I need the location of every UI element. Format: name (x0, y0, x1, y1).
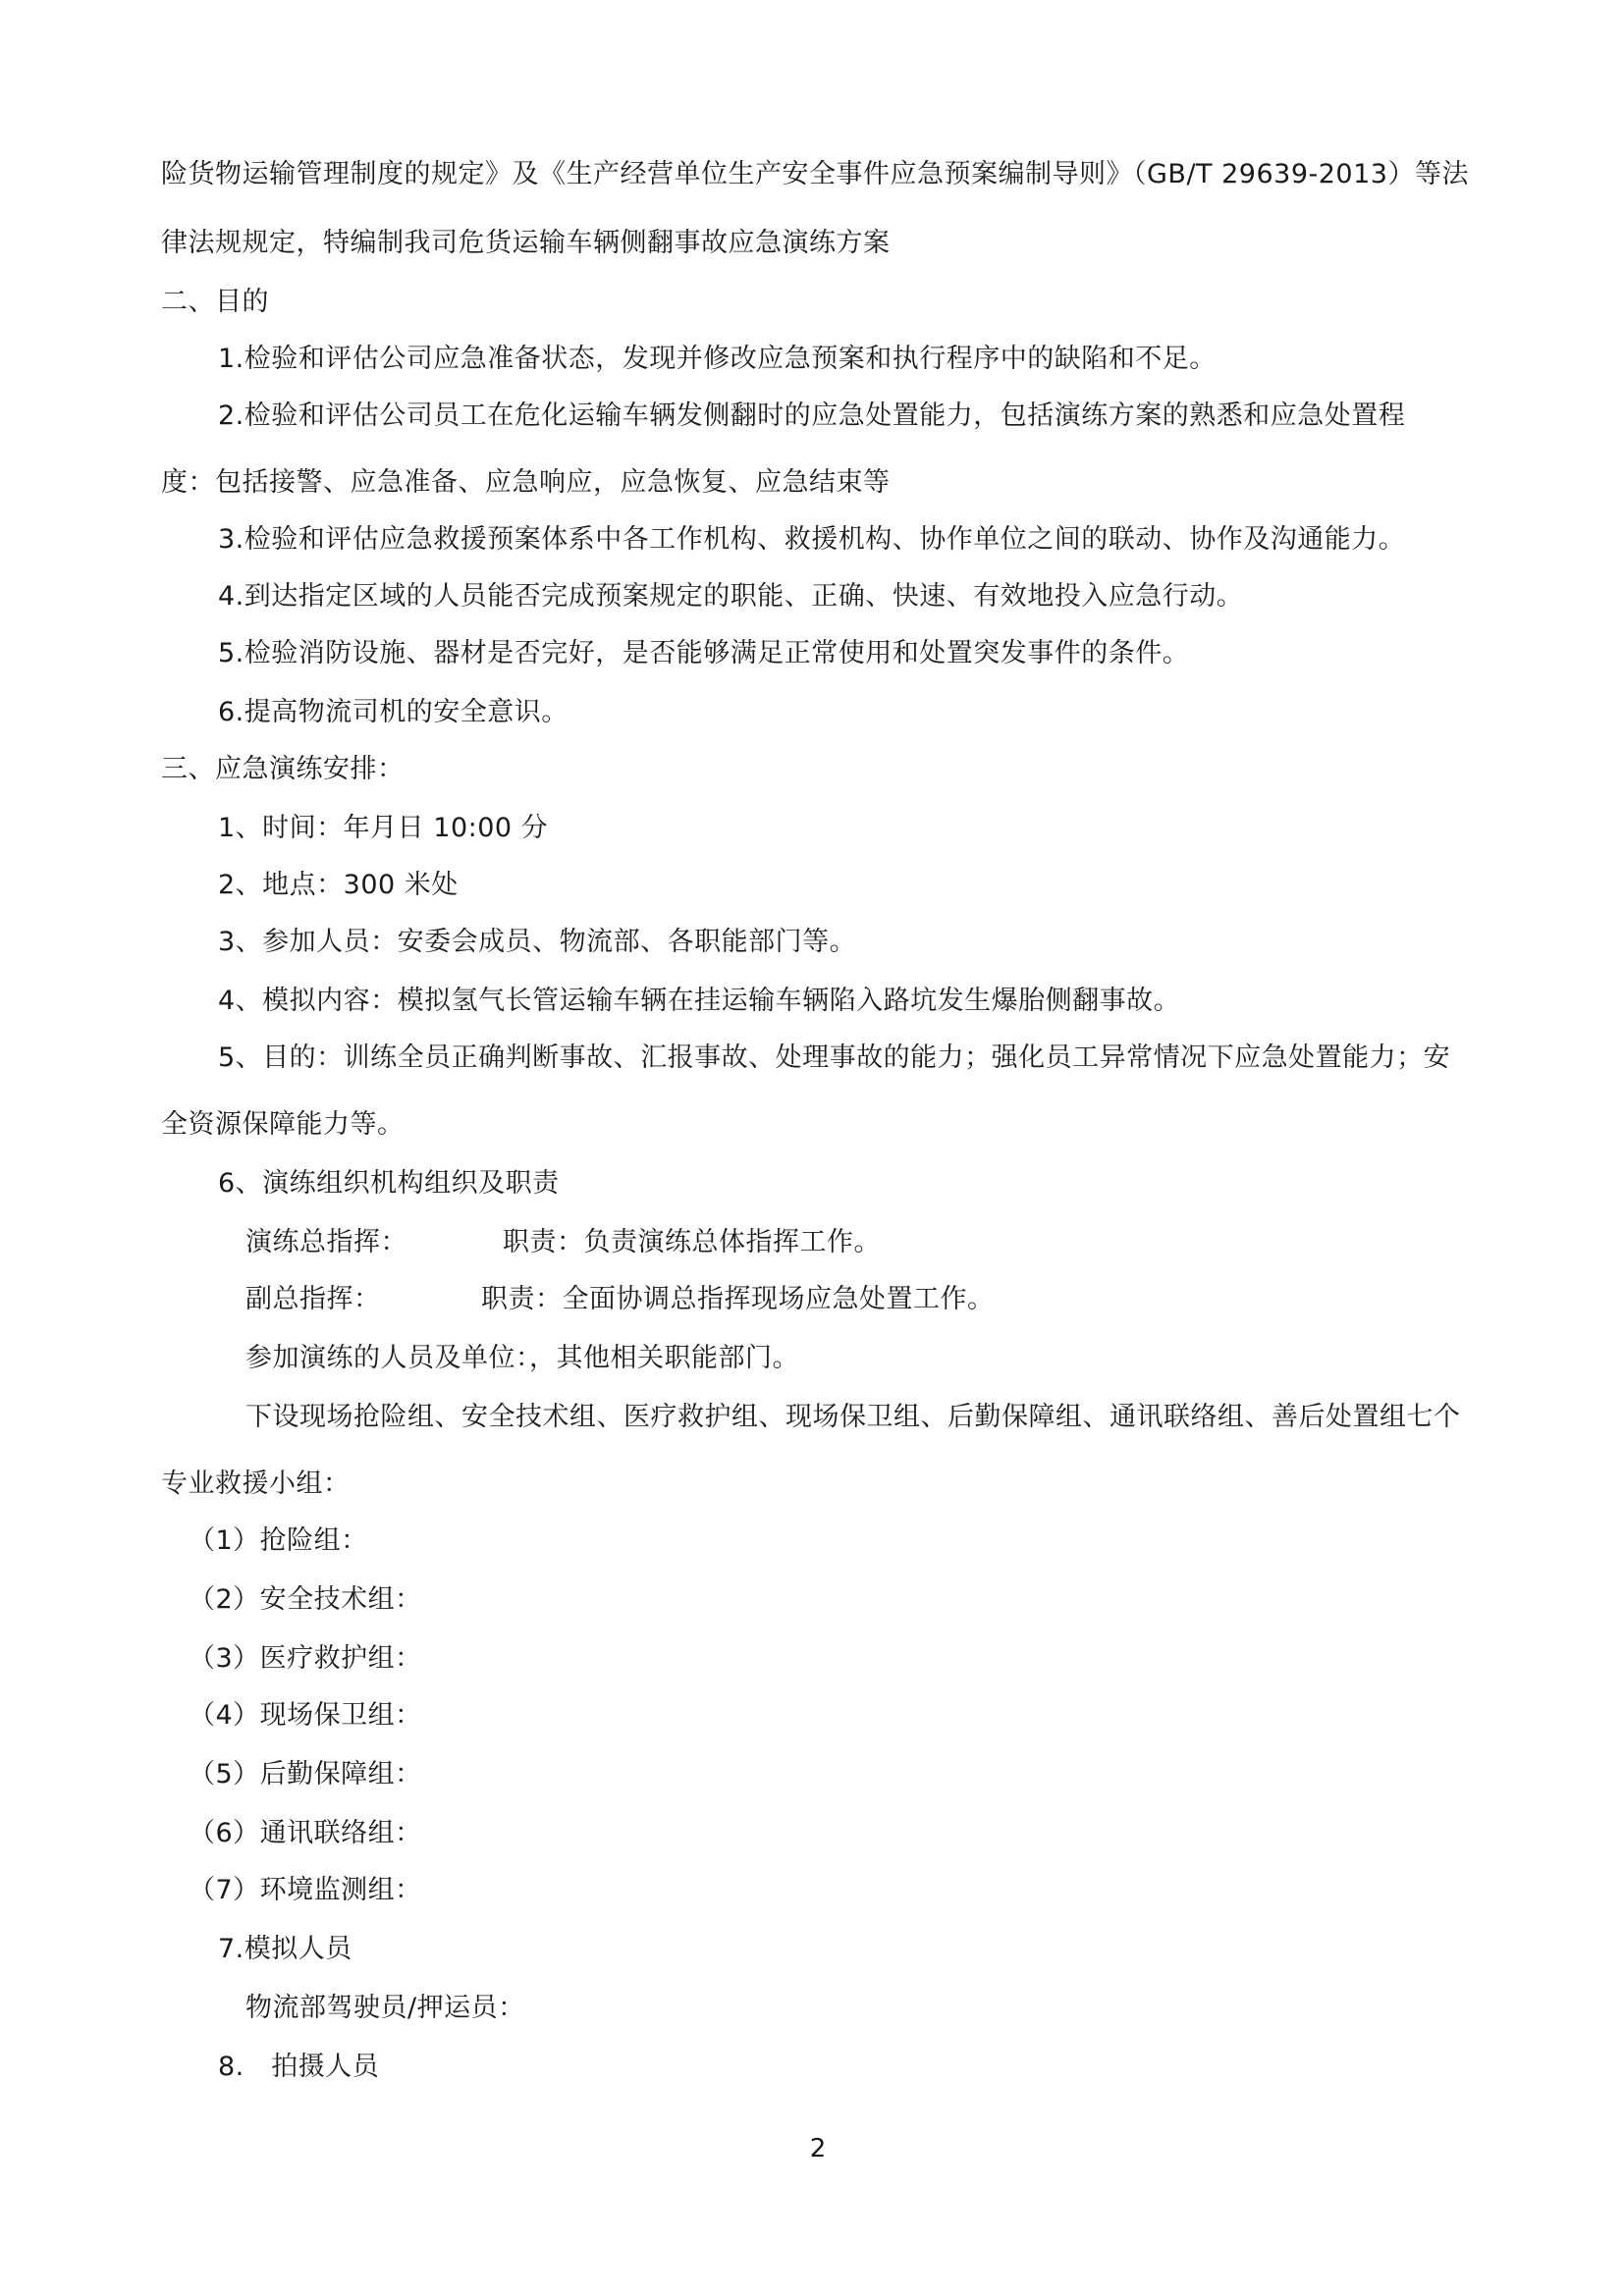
deputy-duty: 职责：全面协调总指挥现场应急处置工作。 (481, 1284, 995, 1314)
commander-label: 演练总指挥： (245, 1227, 407, 1257)
team-item: （2）安全技术组： (189, 1584, 422, 1615)
team-item: （5）后勤保障组： (189, 1759, 422, 1789)
page-number: 2 (809, 2134, 827, 2163)
purpose-item-2: 2.检验和评估公司员工在危化运输车辆发侧翻时的应急处置能力，包括演练方案的熟悉和应急处置程 (218, 400, 1406, 431)
team-item: （4）现场保卫组： (189, 1700, 422, 1731)
arrangement-purpose: 5、目的：训练全员正确判断事故、汇报事故、处理事故的能力；强化员工异常情况下应急处置能力；安 (218, 1042, 1451, 1073)
arrangement-purpose-cont: 全资源保障能力等。 (161, 1109, 405, 1140)
arrangement-location: 2、地点：300 米处 (218, 870, 459, 900)
photographer-heading: 8. 拍摄人员 (218, 2052, 380, 2082)
deputy-label: 副总指挥： (245, 1284, 381, 1314)
purpose-item-1: 1.检验和评估公司应急准备状态，发现并修改应急预案和执行程序中的缺陷和不足。 (218, 344, 1217, 374)
continuation-line-1: 险货物运输管理制度的规定》及《生产经营单位生产安全事件应急预案编制导则》（GB/T 29639-2013）等法 (161, 159, 1469, 189)
team-item: （3）医疗救护组： (189, 1643, 422, 1674)
arrangement-time: 1、时间：年月日 10:00 分 (218, 813, 549, 843)
purpose-item-3: 3.检验和评估应急救援预案体系中各工作机构、救援机构、协作单位之间的联动、协作及沟通能力。 (218, 524, 1406, 555)
continuation-line-2: 律法规规定，特编制我司危货运输车辆侧翻事故应急演练方案 (161, 228, 891, 258)
team-item: （7）环境监测组： (189, 1875, 422, 1905)
purpose-item-2-cont: 度：包括接警、应急准备、应急响应，应急恢复、应急结束等 (161, 467, 891, 498)
commander-duty: 职责：负责演练总体指挥工作。 (503, 1227, 881, 1257)
section-heading-purpose: 二、目的 (161, 287, 269, 317)
arrangement-participants: 3、参加人员：安委会成员、物流部、各职能部门等。 (218, 927, 857, 957)
purpose-item-4: 4.到达指定区域的人员能否完成预案规定的职能、正确、快速、有效地投入应急行动。 (218, 581, 1244, 612)
sim-staff: 物流部驾驶员/押运员： (245, 1993, 525, 2023)
team-item: （6）通讯联络组： (189, 1818, 422, 1848)
section-heading-arrangement: 三、应急演练安排： (161, 754, 405, 784)
participating-units: 参加演练的人员及单位：，其他相关职能部门。 (245, 1343, 799, 1373)
arrangement-simulation: 4、模拟内容：模拟氢气长管运输车辆在挂运输车辆陷入路坑发生爆胎侧翻事故。 (218, 986, 1181, 1016)
arrangement-org-heading: 6、演练组织机构组织及职责 (218, 1168, 560, 1199)
teams-intro-cont: 专业救援小组： (161, 1468, 351, 1499)
sim-staff-heading: 7.模拟人员 (218, 1934, 352, 1964)
team-item: （1）抢险组： (189, 1525, 368, 1556)
purpose-item-5: 5.检验消防设施、器材是否完好，是否能够满足正常使用和处置突发事件的条件。 (218, 638, 1190, 668)
purpose-item-6: 6.提高物流司机的安全意识。 (218, 697, 568, 727)
teams-intro: 下设现场抢险组、安全技术组、医疗救护组、现场保卫组、后勤保障组、通讯联络组、善后处置组七个 (245, 1402, 1461, 1432)
